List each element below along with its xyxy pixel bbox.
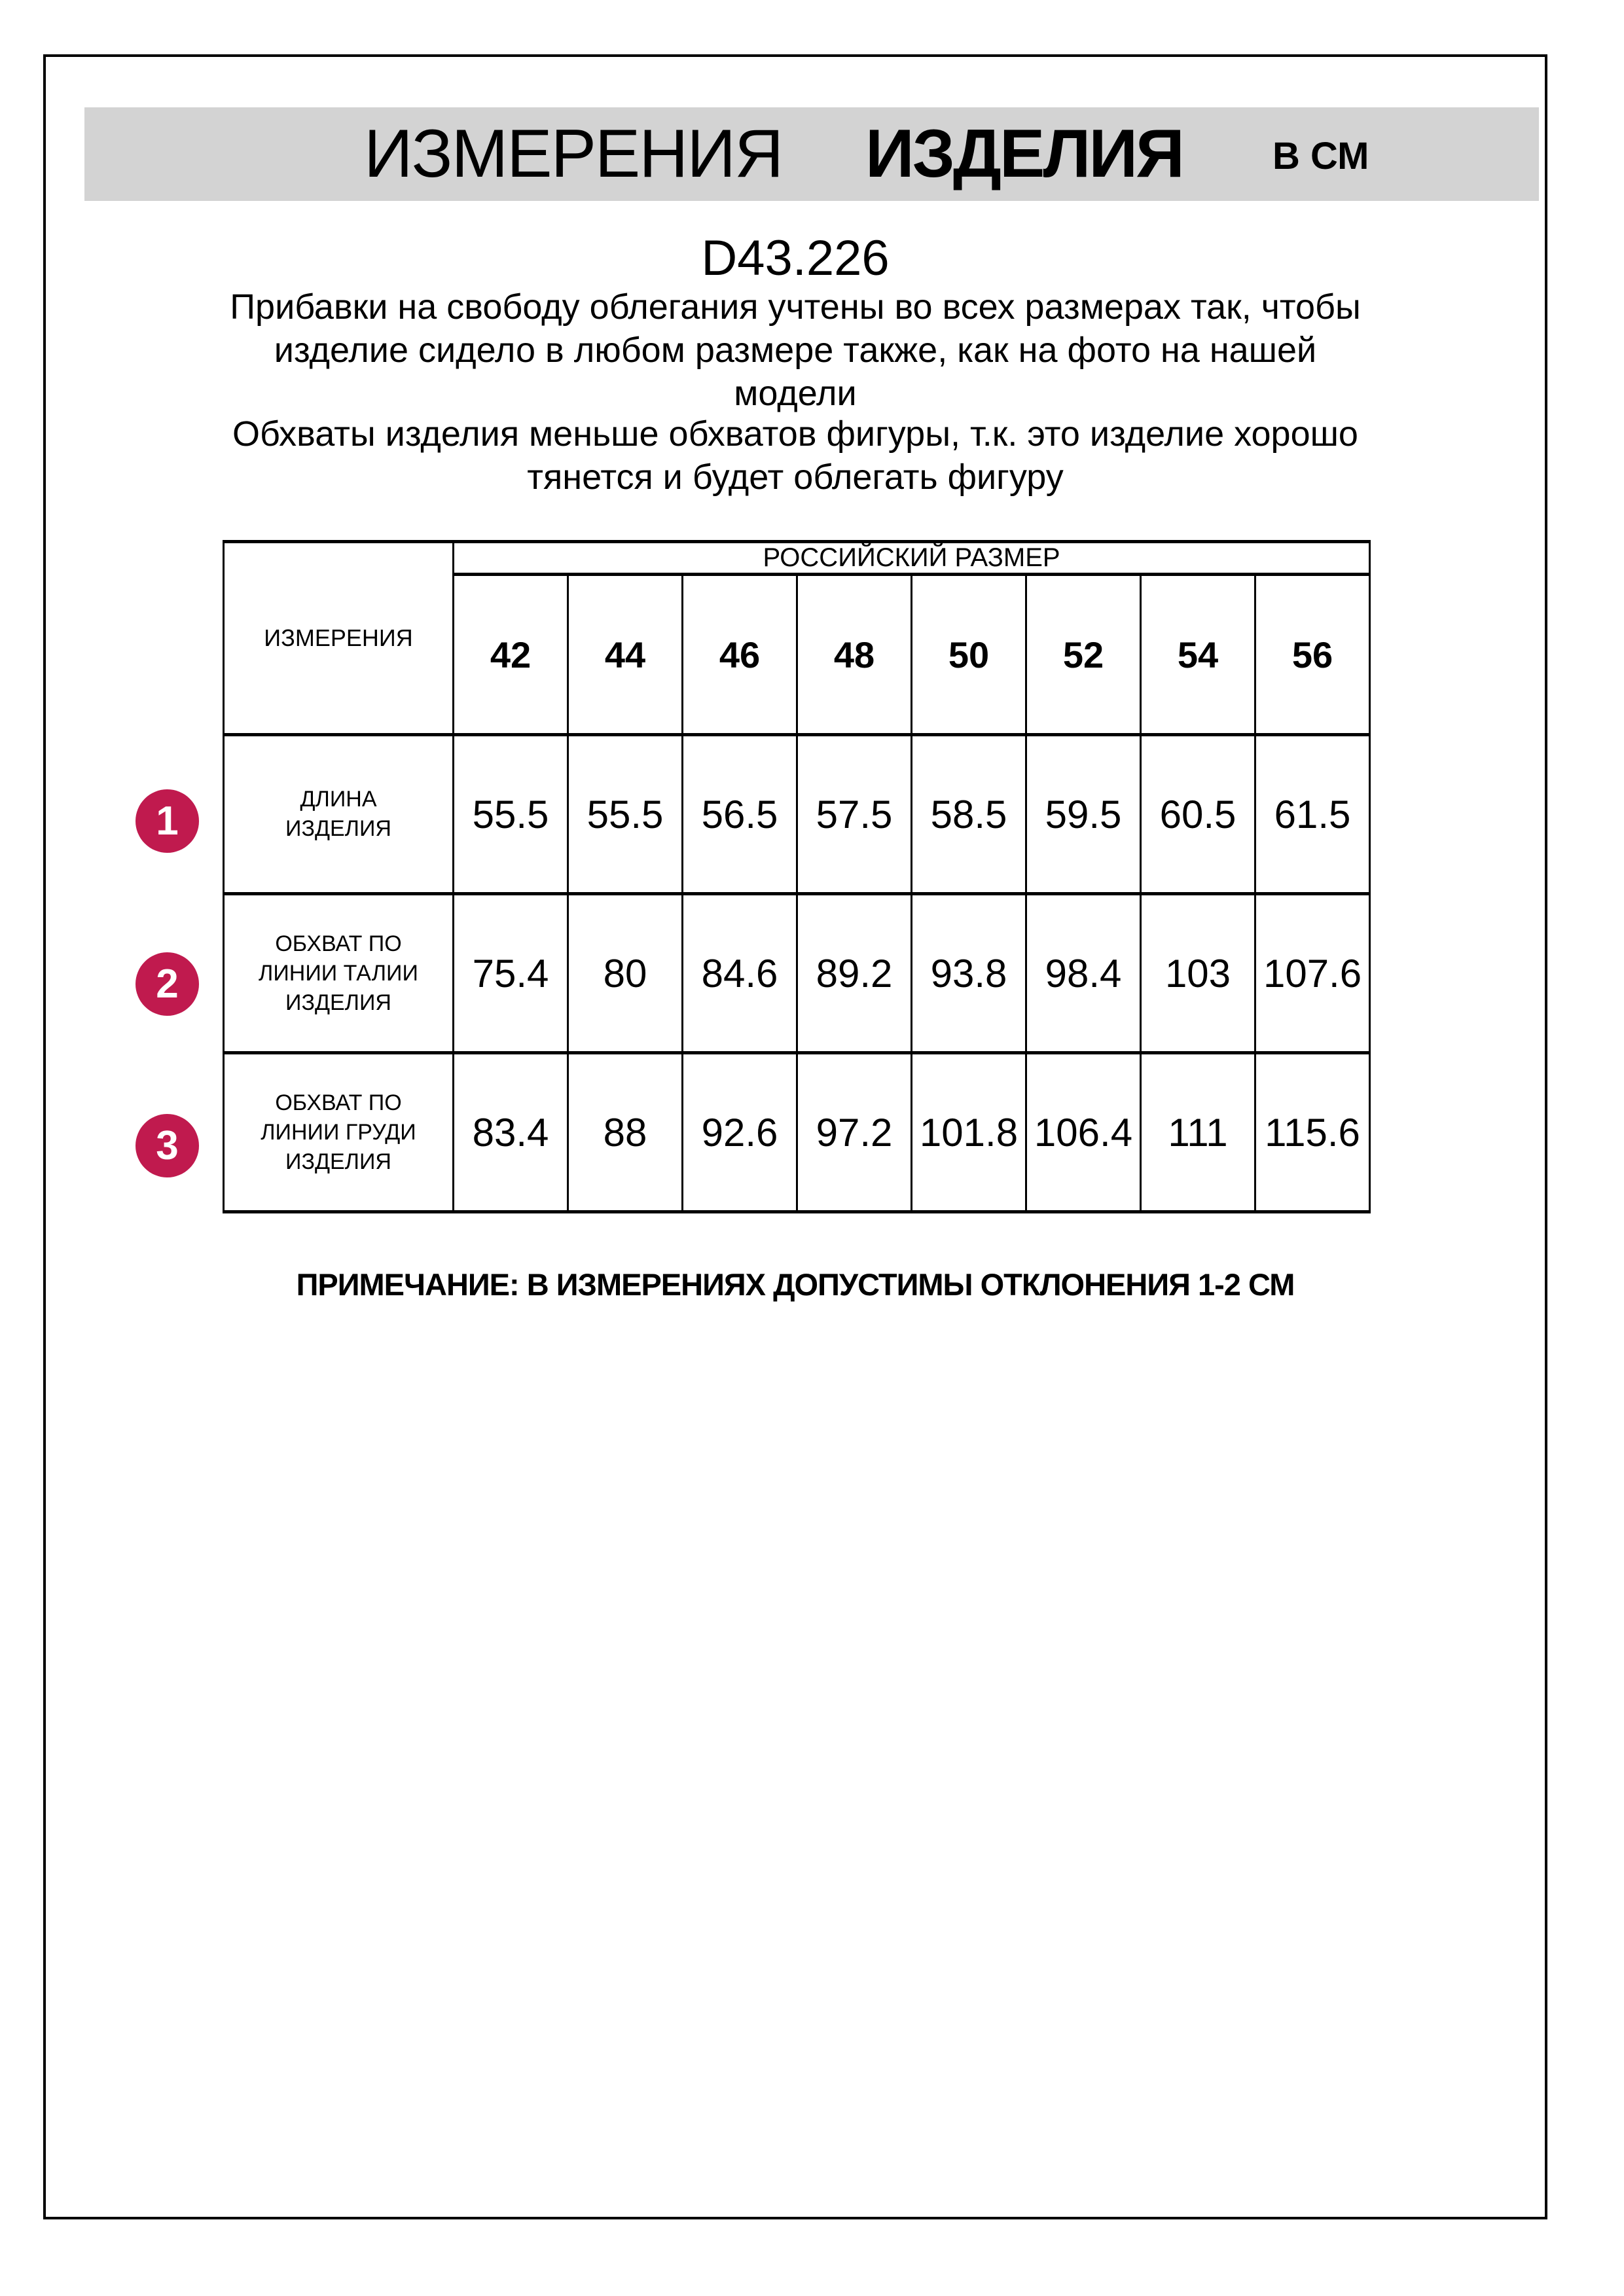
value-cell: 59.5 (1026, 735, 1141, 894)
value-cell: 83.4 (454, 1053, 568, 1212)
value-cell: 92.6 (683, 1053, 797, 1212)
value-cell: 84.6 (683, 894, 797, 1053)
intro-p1-line1: Прибавки на свободу облегания учтены во всех размерах так, чтобы (230, 287, 1361, 327)
value-cell: 55.5 (454, 735, 568, 894)
table-row-waist (224, 894, 1370, 1053)
badge-number: 1 (156, 798, 179, 844)
size-header-56: 56 (1255, 575, 1370, 735)
value-cell: 98.4 (1026, 894, 1141, 1053)
value-cell: 75.4 (454, 894, 568, 1053)
value-cell: 57.5 (797, 735, 912, 894)
value-cell: 101.8 (912, 1053, 1026, 1212)
measurements-table (223, 540, 1371, 1213)
badge-number: 3 (156, 1123, 179, 1168)
intro-paragraph-1 (46, 285, 1545, 415)
table-row-chest (224, 1053, 1370, 1212)
intro-p2-line1: Обхваты изделия меньше обхватов фигуры, т.к. это изделие хорошо (232, 414, 1358, 454)
row-number-badge-1 (135, 789, 199, 853)
label-line: ДЛИНА (300, 787, 377, 812)
table-row-length (224, 735, 1370, 894)
label-line: ЛИНИИ ГРУДИ (261, 1119, 416, 1145)
value-cell: 115.6 (1255, 1053, 1370, 1212)
intro-paragraph-2 (46, 412, 1545, 499)
size-header-48: 48 (797, 575, 912, 735)
size-header-46: 46 (683, 575, 797, 735)
intro-p1-line3: модели (734, 374, 857, 413)
label-line: ИЗДЕЛИЯ (285, 816, 391, 841)
table-corner-header: ИЗМЕРЕНИЯ (224, 542, 454, 735)
value-cell: 88 (568, 1053, 683, 1212)
value-cell: 89.2 (797, 894, 912, 1053)
value-cell: 55.5 (568, 735, 683, 894)
page-title-word-measurements: ИЗМЕРЕНИЯ (364, 116, 783, 192)
value-cell: 61.5 (1255, 735, 1370, 894)
model-code: D43.226 (701, 230, 890, 286)
note-text: ПРИМЕЧАНИЕ: В ИЗМЕРЕНИЯХ ДОПУСТИМЫ ОТКЛОНЕНИЯ 1-2 СМ (296, 1267, 1295, 1302)
value-cell: 58.5 (912, 735, 1026, 894)
measurement-label-waist (224, 894, 454, 1053)
size-header-44: 44 (568, 575, 683, 735)
badge-number: 2 (156, 961, 179, 1007)
value-cell: 106.4 (1026, 1053, 1141, 1212)
label-line: ОБХВАТ ПО (275, 1090, 402, 1115)
size-header-54: 54 (1141, 575, 1255, 735)
label-line: ИЗДЕЛИЯ (285, 990, 391, 1015)
value-cell: 103 (1141, 894, 1255, 1053)
value-cell: 80 (568, 894, 683, 1053)
value-cell: 56.5 (683, 735, 797, 894)
row-number-badge-3 (135, 1114, 199, 1177)
measurement-label-chest (224, 1053, 454, 1212)
size-header-50: 50 (912, 575, 1026, 735)
row-number-badge-2 (135, 952, 199, 1016)
label-line: ИЗДЕЛИЯ (285, 1149, 391, 1174)
page-title-word-product: ИЗДЕЛИЯ (865, 116, 1183, 192)
table-group-header: РОССИЙСКИЙ РАЗМЕР (454, 542, 1370, 575)
intro-p2-line2: тянется и будет облегать фигуру (527, 457, 1064, 497)
table-group-header-row (224, 542, 1370, 575)
label-line: ОБХВАТ ПО (275, 931, 402, 956)
value-cell: 111 (1141, 1053, 1255, 1212)
value-cell: 93.8 (912, 894, 1026, 1053)
value-cell: 107.6 (1255, 894, 1370, 1053)
value-cell: 60.5 (1141, 735, 1255, 894)
value-cell: 97.2 (797, 1053, 912, 1212)
measurement-label-length (224, 735, 454, 894)
size-header-42: 42 (454, 575, 568, 735)
intro-p1-line2: изделие сидело в любом размере также, как на фото на нашей (274, 331, 1317, 370)
label-line: ЛИНИИ ТАЛИИ (259, 960, 418, 986)
page-title-unit: В СМ (1272, 135, 1369, 177)
size-header-52: 52 (1026, 575, 1141, 735)
